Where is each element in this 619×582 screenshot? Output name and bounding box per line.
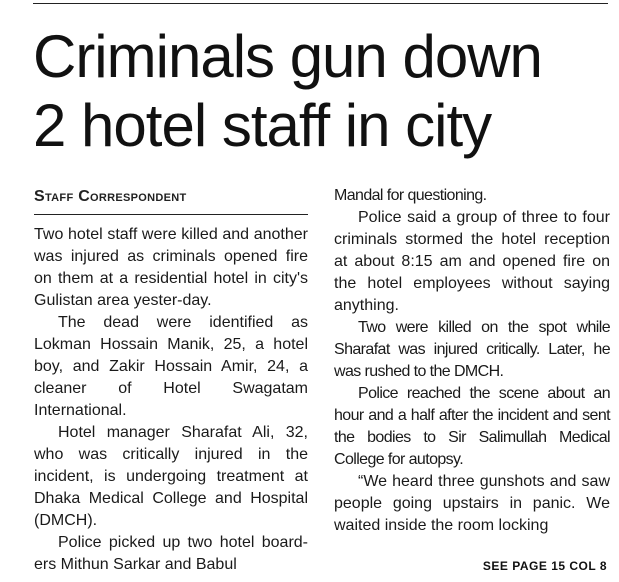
headline-line-1: Criminals gun down [33, 23, 542, 90]
paragraph: Two were killed on the spot while Sharafat was injured critically. Later, he was rushed to the DMCH. [334, 319, 610, 380]
headline [33, 22, 613, 160]
continued-on-page-note: SEE PAGE 15 COL 8 [482, 559, 607, 573]
paragraph: Police said a group of three to four criminals stormed the hotel reception at about 8:15 am and opened fire on the hotel employees without saying anything. [334, 209, 610, 314]
headline-line-2: 2 hotel staff in city [33, 92, 492, 159]
paragraph: Police reached the scene about an hour and a half after the incident and sent the bodies to Sir Salimullah Medical College for autopsy. [334, 385, 610, 468]
paragraph: Mandal for questioning. [334, 187, 487, 204]
article-column-right [334, 185, 610, 537]
paragraph: The dead were identified as Lokman Hossain Manik, 25, a hotel boy, and Zakir Hossain Amir, 24, a cleaner of Hotel Swagatam International. [34, 314, 308, 419]
paragraph: Police picked up two hotel board-ers Mithun Sarkar and Babul [34, 534, 308, 573]
paragraph: “We heard three gunshots and saw people going upstairs in panic. We waited inside the room locking [334, 473, 610, 534]
byline: Staff Correspondent [34, 185, 308, 215]
paragraph: Hotel manager Sharafat Ali, 32, who was critically injured in the incident, is undergoing treatment at Dhaka Medical College and Hospital (DMCH). [34, 424, 308, 529]
article-column-left [34, 185, 308, 576]
top-rule [33, 3, 608, 4]
paragraph: Two hotel staff were killed and another was injured as criminals opened fire on them at a residential hotel in city's Gulistan area yester-day. [34, 226, 308, 309]
